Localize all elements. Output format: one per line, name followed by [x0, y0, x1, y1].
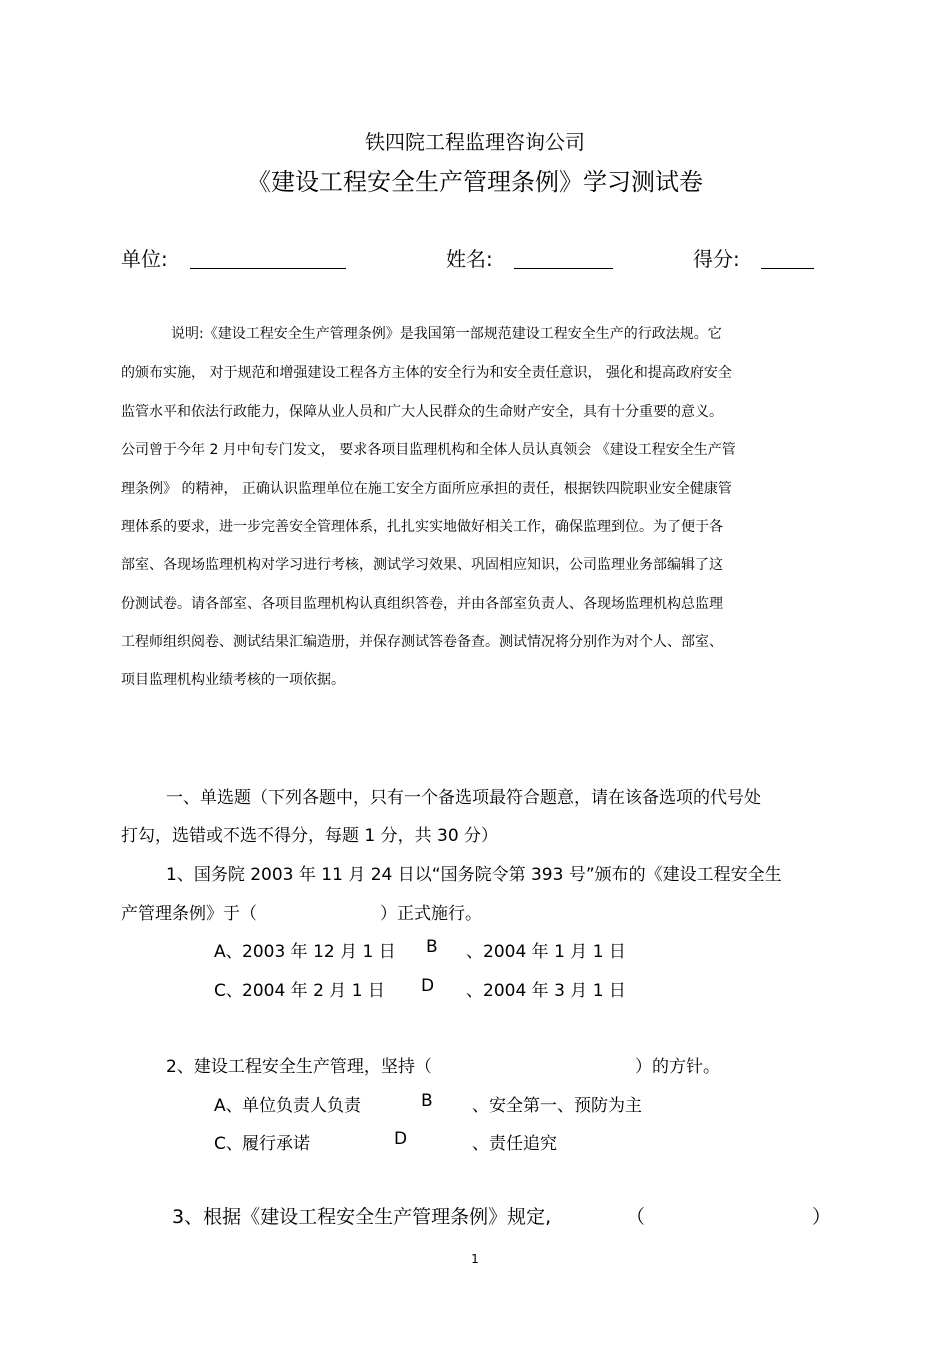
question-2-paren-close: ）的方针。	[635, 1057, 720, 1077]
intro-line: 监管水平和依法行政能力，保障从业人员和广大人民群众的生命财产安全，具有十分重要的意义。	[121, 404, 723, 420]
intro-line: 工程师组织阅卷、测试结果汇编造册，并保存测试答卷备查。测试情况将分别作为对个人、部室、	[121, 634, 723, 650]
section-heading: 一、单选题（下列各题中，只有一个备选项最符合题意，请在该备选项的代号处	[166, 788, 761, 808]
q1-option-d-letter[interactable]: D	[421, 976, 435, 996]
company-name: 铁四院工程监理咨询公司	[365, 130, 585, 154]
intro-line: 理体系的要求，进一步完善安全管理体系，扎扎实实地做好相关工作，确保监理到位。为了便于各	[121, 519, 723, 535]
q2-option-a-letter[interactable]: A、	[214, 1096, 243, 1116]
intro-line: 的颁布实施， 对于规范和增强建设工程各方主体的安全行为和安全责任意识， 强化和提高政府安全	[121, 365, 732, 381]
intro-line: 理条例》 的精神， 正确认识监理单位在施工安全方面所应承担的责任，根据铁四院职业安全健康管	[121, 481, 732, 497]
score-label: 得分:	[693, 247, 740, 271]
question-3-paren-close: ）	[812, 1206, 832, 1228]
q1-option-a-text: 2003 年 12 月 1 日	[242, 942, 396, 962]
q1-option-b-text: 、2004 年 1 月 1 日	[466, 942, 626, 962]
intro-line: 份测试卷。请各部室、各项目监理机构认真组织答卷，并由各部室负责人、各现场监理机构总监理	[121, 596, 723, 612]
question-2-text: 2、建设工程安全生产管理，坚持（	[166, 1057, 432, 1077]
q2-option-c-text: 履行承诺	[242, 1134, 310, 1154]
intro-line: 项目监理机构业绩考核的一项依据。	[121, 672, 345, 688]
q2-option-b-text: 、安全第一、预防为主	[472, 1096, 642, 1116]
q2-option-d-text: 、责任追究	[472, 1134, 557, 1154]
q1-option-a-letter[interactable]: A、	[214, 942, 243, 962]
name-label: 姓名:	[446, 247, 493, 271]
question-1-text: 1、国务院 2003 年 11 月 24 日以“国务院令第 393 号”颁布的《建设工程安全生	[166, 865, 782, 885]
intro-line: 说明:《建设工程安全生产管理条例》是我国第一部规范建设工程安全生产的行政法规。它	[171, 326, 722, 342]
q1-option-c-letter[interactable]: C、	[214, 981, 243, 1001]
q2-option-c-letter[interactable]: C、	[214, 1134, 243, 1154]
q2-option-a-text: 单位负责人负责	[242, 1096, 361, 1116]
question-1-paren-close: ）正式施行。	[380, 904, 482, 924]
unit-blank[interactable]	[190, 244, 346, 269]
question-1-text-cont: 产管理条例》于（	[121, 904, 257, 924]
intro-line: 公司曾于今年 2 月中旬专门发文， 要求各项目监理机构和全体人员认真领会 《建设工程安全生产管	[121, 442, 736, 458]
q1-option-d-text: 、2004 年 3 月 1 日	[466, 981, 626, 1001]
page-number: 1	[471, 1252, 479, 1266]
q2-option-b-letter[interactable]: B	[421, 1091, 433, 1111]
question-3-paren-open: （	[626, 1206, 646, 1228]
name-blank[interactable]	[514, 244, 613, 269]
q1-option-c-text: 2004 年 2 月 1 日	[242, 981, 385, 1001]
score-blank[interactable]	[761, 244, 814, 269]
question-3-text: 3、根据《建设工程安全生产管理条例》规定,	[172, 1206, 552, 1228]
unit-label: 单位:	[121, 247, 168, 271]
exam-title: 《建设工程安全生产管理条例》学习测试卷	[247, 168, 703, 196]
intro-line: 部室、各现场监理机构对学习进行考核，测试学习效果、巩固相应知识，公司监理业务部编辑了这	[121, 557, 723, 573]
q1-option-b-letter[interactable]: B	[426, 937, 438, 957]
section-heading-cont: 打勾，选错或不选不得分，每题 1 分，共 30 分）	[121, 826, 499, 846]
q2-option-d-letter[interactable]: D	[394, 1129, 408, 1149]
